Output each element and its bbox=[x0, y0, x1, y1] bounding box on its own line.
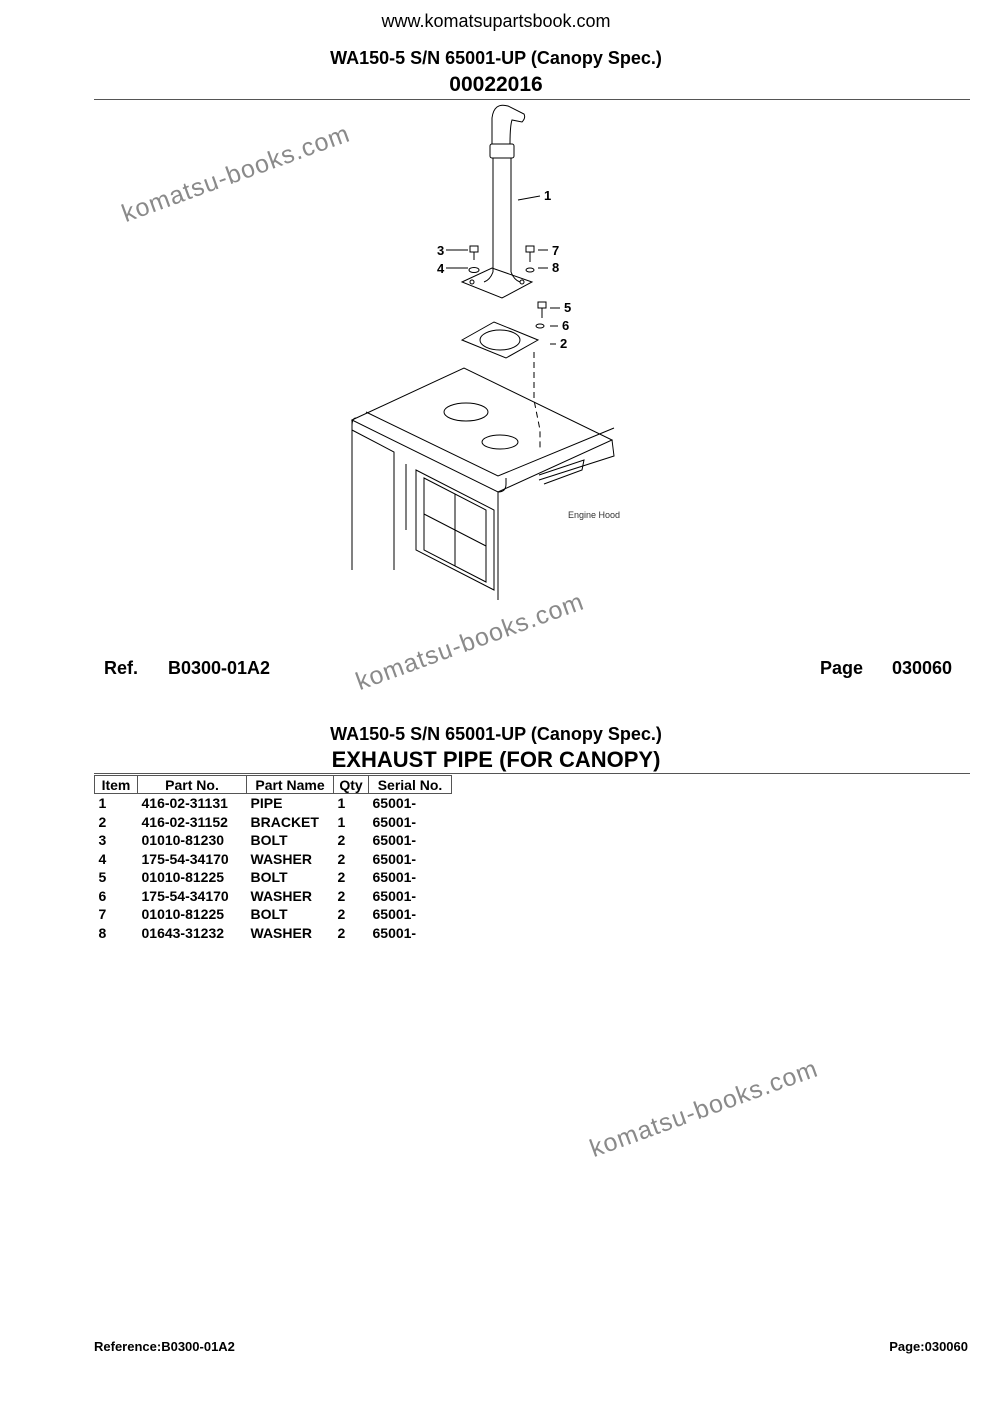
qty: 2 bbox=[337, 832, 346, 849]
item: 2 bbox=[98, 813, 107, 830]
item: 6 bbox=[98, 887, 107, 904]
part-name: BRACKET bbox=[250, 813, 319, 830]
part-name: WASHER bbox=[250, 924, 312, 941]
qty: 1 bbox=[337, 813, 346, 830]
qty: 1 bbox=[337, 795, 346, 812]
bracket-plate bbox=[462, 322, 538, 358]
footer-reference: Reference:B0300-01A2 bbox=[94, 1339, 235, 1354]
part-name: WASHER bbox=[250, 887, 312, 904]
qty: 2 bbox=[337, 906, 346, 923]
watermark: komatsu-books.com bbox=[118, 119, 354, 229]
item: 1 bbox=[98, 795, 107, 812]
pipe-elbow bbox=[492, 105, 525, 144]
serial-no: 65001- bbox=[372, 924, 417, 941]
table-row bbox=[95, 794, 452, 813]
part-name: BOLT bbox=[250, 906, 288, 923]
part-no: 416-02-31152 bbox=[141, 813, 228, 830]
item: 8 bbox=[98, 924, 107, 941]
ref-value: B0300-01A2 bbox=[168, 658, 271, 678]
engine-hood-label: Engine Hood bbox=[568, 510, 621, 520]
ref-label: Ref. bbox=[104, 658, 139, 678]
model-title: WA150-5 S/N 65001-UP (Canopy Spec.) bbox=[330, 48, 662, 68]
part-no: 01010-81225 bbox=[141, 906, 225, 923]
table-row bbox=[95, 887, 452, 906]
col-item: Item bbox=[95, 776, 138, 794]
callout-1: 1 bbox=[544, 188, 552, 203]
callout-6: 6 bbox=[562, 318, 570, 333]
table-row bbox=[95, 831, 452, 850]
qty: 2 bbox=[337, 850, 346, 867]
footer-page: Page:030060 bbox=[889, 1339, 968, 1354]
page-value: 030060 bbox=[892, 658, 953, 678]
table-row bbox=[95, 924, 452, 943]
item: 7 bbox=[98, 906, 107, 923]
parts-table-header bbox=[95, 776, 452, 794]
table-row bbox=[95, 868, 452, 887]
part-name: BOLT bbox=[250, 832, 288, 849]
callout-8: 8 bbox=[552, 260, 560, 275]
item: 4 bbox=[98, 850, 107, 867]
table-row bbox=[95, 905, 452, 924]
pipe-body bbox=[493, 158, 511, 272]
table-row bbox=[95, 850, 452, 869]
col-part-no: Part No. bbox=[138, 776, 247, 794]
serial-no: 65001- bbox=[372, 869, 417, 886]
item: 5 bbox=[98, 869, 107, 886]
parts-table bbox=[94, 775, 452, 942]
item: 3 bbox=[98, 832, 107, 849]
callout-5: 5 bbox=[564, 300, 572, 315]
part-no: 01010-81225 bbox=[141, 869, 225, 886]
callout-2: 2 bbox=[560, 336, 568, 351]
watermark: komatsu-books.com bbox=[586, 1054, 822, 1164]
col-part-name: Part Name bbox=[247, 776, 334, 794]
part-no: 01010-81230 bbox=[141, 832, 225, 849]
watermark: komatsu-books.com bbox=[352, 587, 588, 697]
qty: 2 bbox=[337, 887, 346, 904]
page-label: Page bbox=[820, 658, 864, 678]
table-row bbox=[95, 813, 452, 832]
serial-no: 65001- bbox=[372, 813, 417, 830]
illustration-code: 00022016 bbox=[449, 73, 543, 96]
site-url: www.komatsupartsbook.com bbox=[381, 11, 611, 31]
col-serial-no: Serial No. bbox=[369, 776, 452, 794]
pipe-collar bbox=[490, 144, 514, 158]
part-name: BOLT bbox=[250, 869, 288, 886]
callout-4: 4 bbox=[437, 261, 445, 276]
serial-no: 65001- bbox=[372, 850, 417, 867]
part-name: WASHER bbox=[250, 850, 312, 867]
part-no: 416-02-31131 bbox=[141, 795, 228, 812]
part-no: 01643-31232 bbox=[141, 924, 225, 941]
section-title: EXHAUST PIPE (FOR CANOPY) bbox=[331, 747, 661, 772]
divider-section bbox=[94, 773, 970, 774]
section-model: WA150-5 S/N 65001-UP (Canopy Spec.) bbox=[330, 724, 662, 744]
part-no: 175-54-34170 bbox=[141, 887, 229, 904]
serial-no: 65001- bbox=[372, 832, 417, 849]
serial-no: 65001- bbox=[372, 795, 417, 812]
qty: 2 bbox=[337, 869, 346, 886]
serial-no: 65001- bbox=[372, 887, 417, 904]
callout-7: 7 bbox=[552, 243, 560, 258]
part-no: 175-54-34170 bbox=[141, 850, 229, 867]
serial-no: 65001- bbox=[372, 906, 417, 923]
part-name: PIPE bbox=[250, 795, 283, 812]
col-qty: Qty bbox=[334, 776, 369, 794]
qty: 2 bbox=[337, 924, 346, 941]
callout-3: 3 bbox=[437, 243, 445, 258]
